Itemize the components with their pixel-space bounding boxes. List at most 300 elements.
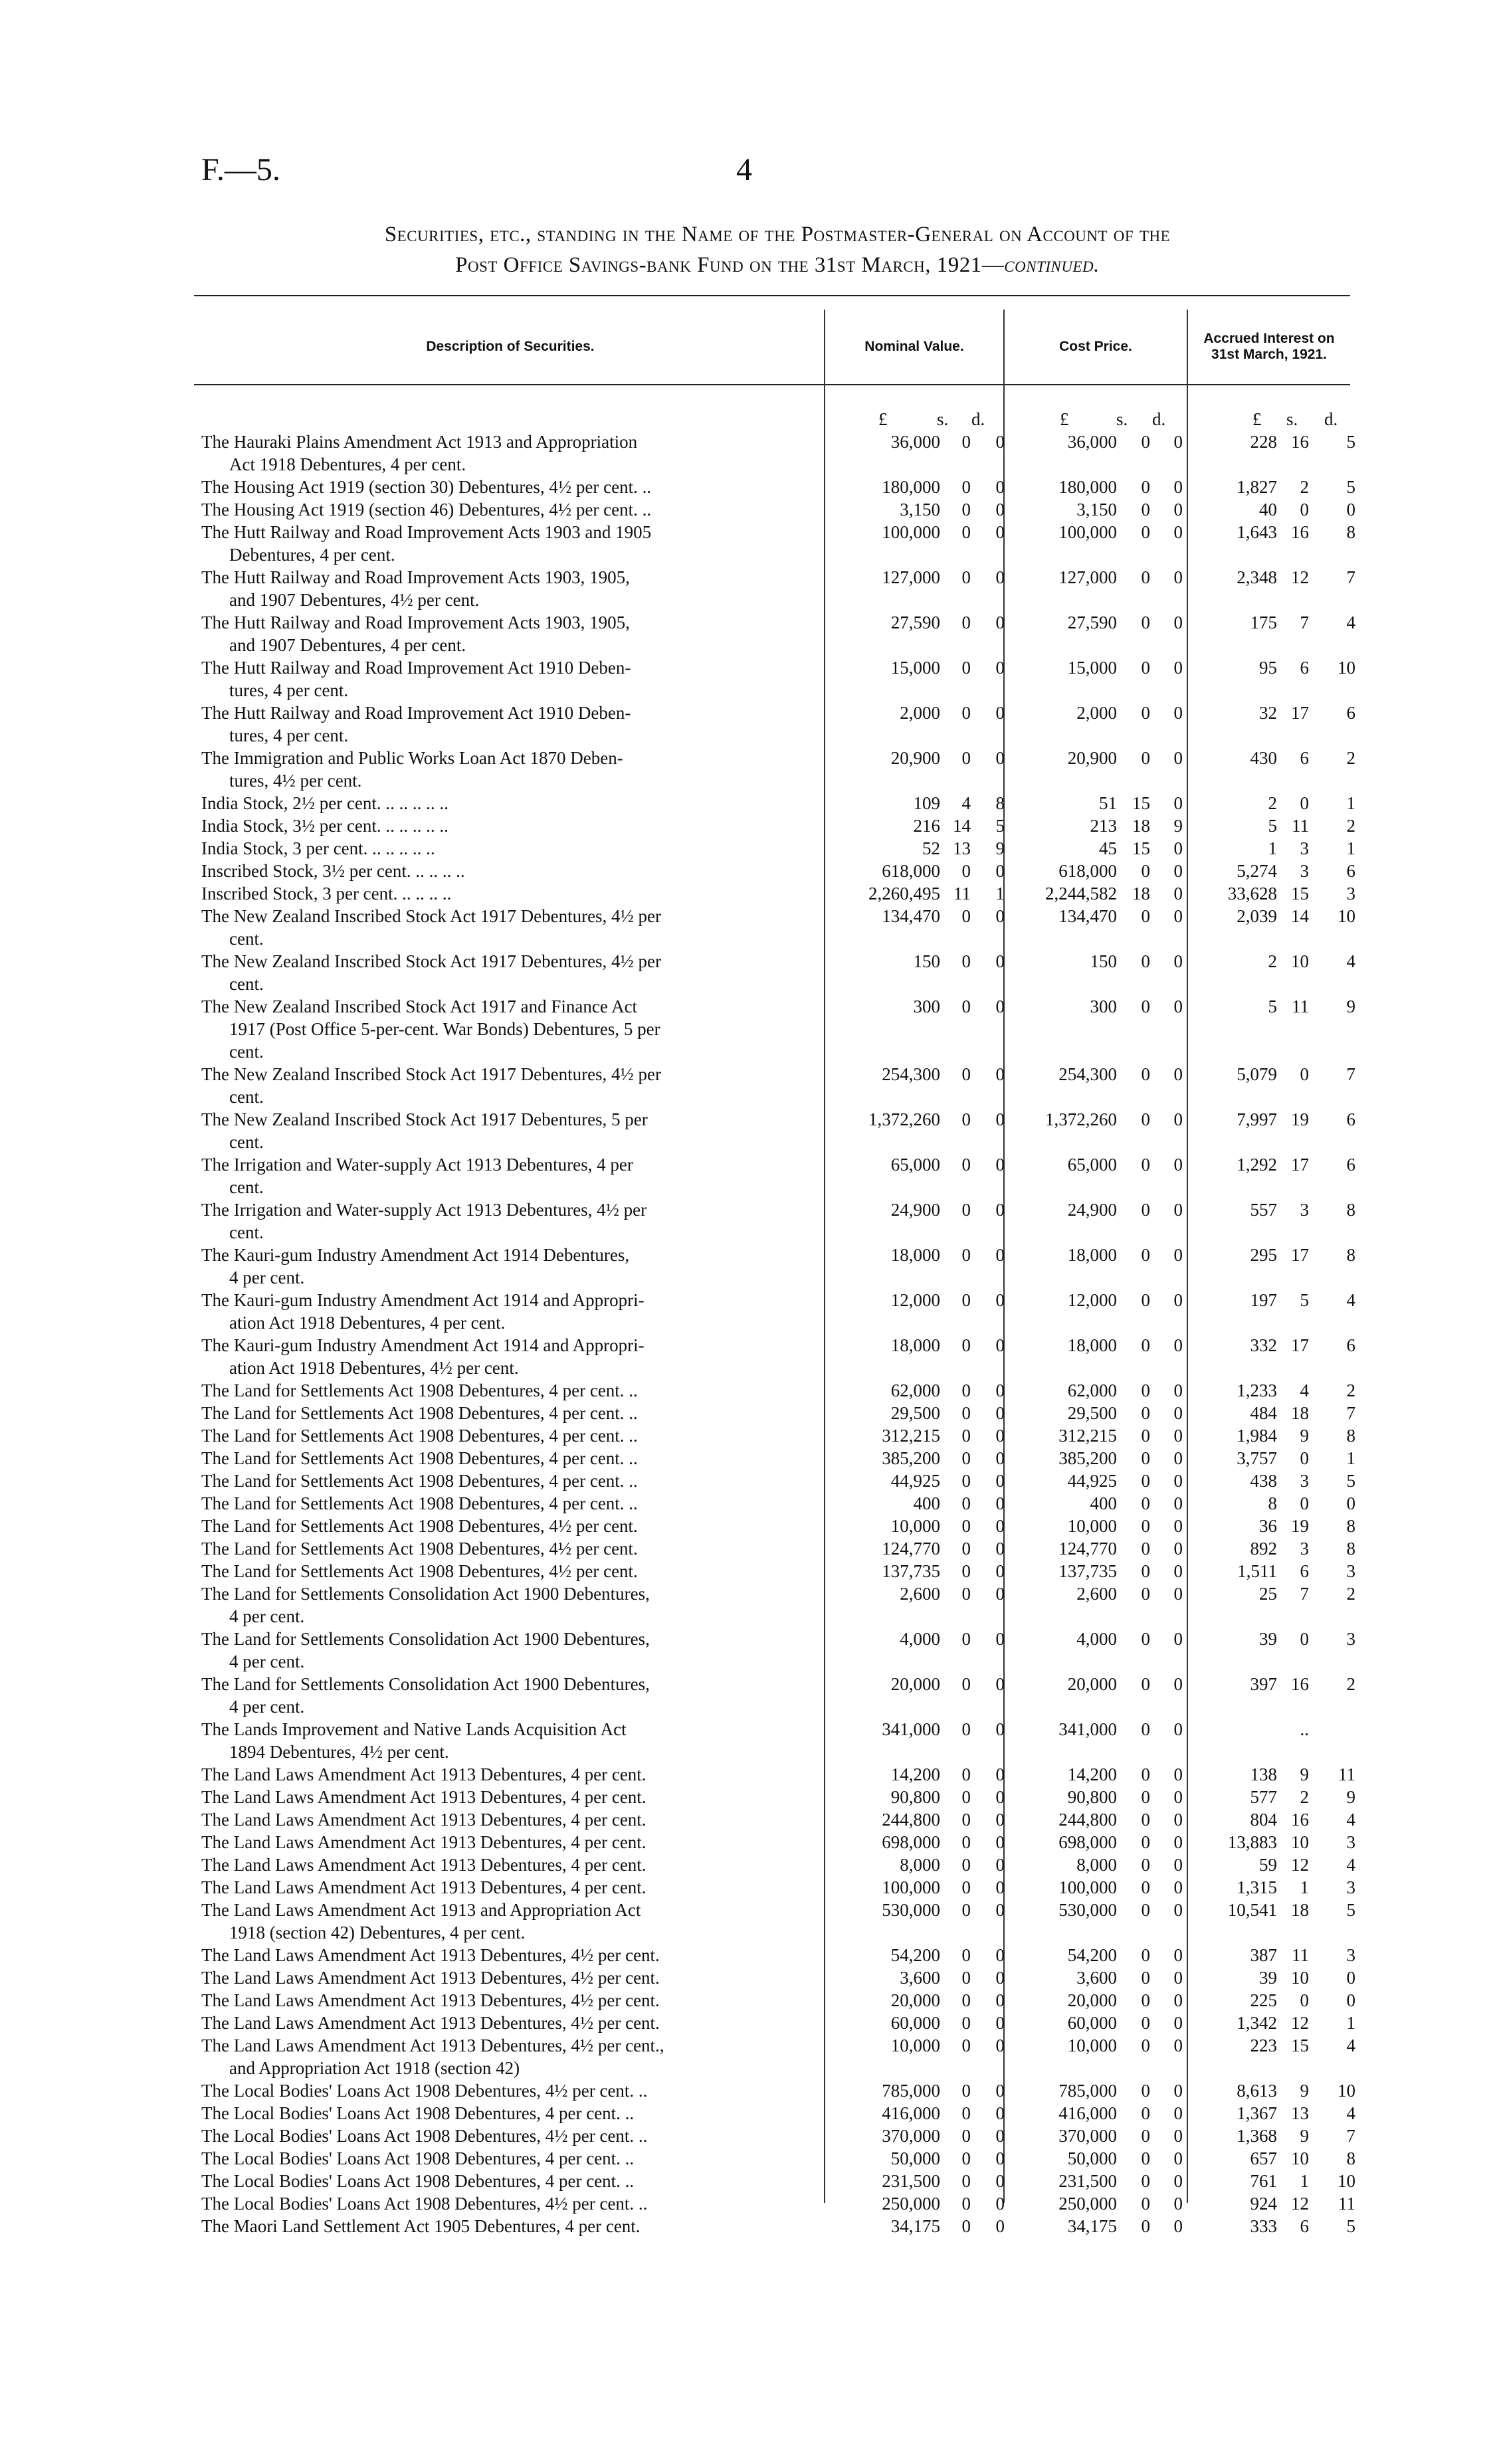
description-line: The Land Laws Amendment Act 1913 Debentures, 4½ per cent. (201, 1968, 660, 1988)
accrued-interest-pence: 3 (1346, 1629, 1355, 1649)
cost-price-shillings: 0 (1141, 1493, 1150, 1513)
cost-price-pence: 0 (1173, 2036, 1183, 2055)
cost-price-pounds: 254,300 (1058, 1064, 1117, 1084)
description-line: The Local Bodies' Loans Act 1908 Debentures, 4½ per cent. .. (201, 2194, 648, 2214)
cost-price-shillings: 0 (1141, 1516, 1150, 1536)
table-row (0, 2147, 1491, 2170)
cost-price-shillings: 0 (1141, 2216, 1150, 2236)
accrued-interest-pounds: 32 (1259, 703, 1277, 723)
cost-price-pounds: 15,000 (1067, 658, 1117, 678)
cost-price-pence: 0 (1173, 1064, 1183, 1084)
security-description (201, 1853, 799, 1876)
accrued-interest-pounds: 5 (1268, 996, 1277, 1016)
description-line: The Local Bodies' Loans Act 1908 Debentures, 4½ per cent. .. (201, 2081, 648, 2101)
accrued-interest-shillings: 17 (1291, 1335, 1309, 1355)
accrued-interest-pounds: 2,348 (1237, 567, 1277, 587)
nominal-value-pence: 0 (995, 951, 1005, 971)
page-reference: F.—5. (201, 152, 280, 187)
table-row (0, 1989, 1491, 2012)
accrued-interest-pence: 11 (1338, 1764, 1355, 1784)
cost-price-pence: 0 (1173, 748, 1183, 768)
cost-price-shillings: 0 (1141, 1245, 1150, 1265)
nominal-value-shillings: 0 (961, 861, 971, 881)
description-line: The Land for Settlements Act 1908 Debentures, 4½ per cent. (201, 1561, 638, 1581)
nominal-value-shillings: 13 (953, 838, 971, 858)
accrued-interest-pounds: 5,274 (1237, 861, 1277, 881)
security-description (201, 1289, 799, 1334)
nominal-value-shillings: 4 (961, 793, 971, 813)
cost-price-pounds: 180,000 (1058, 477, 1117, 497)
description-line: The Land Laws Amendment Act 1913 Debentures, 4½ per cent., (201, 2036, 664, 2055)
cost-price-pounds: 213 (1090, 816, 1117, 836)
table-row (0, 2125, 1491, 2147)
nominal-value-shillings: 0 (961, 1064, 971, 1084)
table-row (0, 1966, 1491, 1989)
cost-price-pounds: 100,000 (1058, 522, 1117, 542)
accrued-interest-pence: 7 (1346, 567, 1355, 587)
description-line: and Appropriation Act 1918 (section 42) (229, 2058, 520, 2078)
description-line: The Immigration and Public Works Loan Act 1870 Deben- (201, 748, 623, 768)
cost-price-shillings: 0 (1141, 2126, 1150, 2146)
cost-price-pounds: 137,735 (1058, 1561, 1117, 1581)
accrued-interest-pence: 8 (1346, 1426, 1355, 1446)
nominal-value-pence: 0 (995, 1471, 1005, 1491)
accrued-interest-shillings: 18 (1291, 1900, 1309, 1920)
cost-price-shillings: 0 (1141, 861, 1150, 881)
description-line: The Land Laws Amendment Act 1913 Debentures, 4 per cent. (201, 1764, 646, 1784)
cost-price-shillings: 0 (1141, 2013, 1150, 2033)
page-number: 4 (736, 152, 752, 187)
cost-price-pence: 0 (1173, 884, 1183, 903)
cost-price-pence: 0 (1173, 1403, 1183, 1423)
accrued-interest-pence: 4 (1346, 951, 1355, 971)
cost-price-pence: 0 (1173, 1200, 1183, 1220)
security-description (201, 1876, 799, 1899)
nominal-value-pounds: 250,000 (882, 2194, 940, 2214)
nominal-value-pounds: 312,215 (882, 1426, 940, 1446)
nominal-value-shillings: 0 (961, 1471, 971, 1491)
nominal-value-pence: 0 (995, 1539, 1005, 1559)
description-line: The Hutt Railway and Road Improvement Acts 1903, 1905, (201, 567, 630, 587)
table-row (0, 792, 1491, 814)
cost-price-pounds: 312,215 (1058, 1426, 1117, 1446)
accrued-interest-pence: 4 (1346, 2036, 1355, 2055)
description-line: The Local Bodies' Loans Act 1908 Debentures, 4 per cent. .. (201, 2148, 635, 2168)
cost-price-pence: 0 (1173, 2081, 1183, 2101)
security-description (201, 521, 799, 566)
cost-price-pounds: 18,000 (1067, 1335, 1117, 1355)
accrued-interest-pounds: 1,315 (1237, 1877, 1277, 1897)
cost-price-shillings: 0 (1141, 477, 1150, 497)
nominal-value-shillings: 0 (961, 1584, 971, 1604)
accrued-interest-shillings: 1 (1300, 1877, 1309, 1897)
nominal-value-pence: 0 (995, 1516, 1005, 1536)
cost-price-pence: 0 (1173, 1335, 1183, 1355)
description-line: India Stock, 3 per cent. .. .. .. .. .. (201, 838, 435, 858)
security-description (201, 1447, 799, 1469)
description-line: India Stock, 2½ per cent. .. .. .. .. .. (201, 793, 448, 813)
nominal-value-shillings: 0 (961, 1629, 971, 1649)
accrued-interest-pence: 2 (1346, 1584, 1355, 1604)
accrued-interest-pence: 5 (1346, 2216, 1355, 2236)
security-description (201, 2125, 799, 2147)
nominal-value-pounds: 29,500 (890, 1403, 940, 1423)
accrued-interest-pounds: 1,511 (1237, 1561, 1277, 1581)
accrued-interest-pounds: 892 (1250, 1539, 1277, 1559)
unit-pound: £ (878, 409, 888, 429)
nominal-value-pence: 0 (995, 906, 1005, 926)
cost-price-pounds: 416,000 (1058, 2103, 1117, 2123)
cost-price-shillings: 0 (1141, 1787, 1150, 1807)
cost-price-pence: 0 (1173, 1855, 1183, 1875)
cost-price-pence: 0 (1173, 1290, 1183, 1310)
security-description (201, 430, 799, 476)
table-row (0, 1153, 1491, 1198)
cost-price-shillings: 0 (1141, 1335, 1150, 1355)
nominal-value-pence: 0 (995, 748, 1005, 768)
security-description (201, 1244, 799, 1289)
nominal-value-pence: 0 (995, 2216, 1005, 2236)
nominal-value-pounds: 10,000 (890, 1516, 940, 1536)
security-description (201, 2102, 799, 2125)
accrued-interest-pence: 7 (1346, 1403, 1355, 1423)
accrued-interest-shillings: 3 (1300, 838, 1309, 858)
nominal-value-pence: 5 (995, 816, 1005, 836)
nominal-value-pence: 0 (995, 861, 1005, 881)
cost-price-pence: 0 (1173, 2103, 1183, 2123)
description-line: The Maori Land Settlement Act 1905 Debentures, 4 per cent. (201, 2216, 641, 2236)
accrued-interest-shillings: 6 (1300, 1561, 1309, 1581)
nominal-value-shillings: 0 (961, 2126, 971, 2146)
nominal-value-pence: 0 (995, 1109, 1005, 1129)
accrued-interest-pounds: 397 (1250, 1674, 1277, 1694)
accrued-interest-pounds: 295 (1250, 1245, 1277, 1265)
cost-price-pounds: 3,600 (1076, 1968, 1117, 1988)
description-line: 1918 (section 42) Debentures, 4 per cent. (229, 1923, 526, 1943)
nominal-value-pence: 0 (995, 1855, 1005, 1875)
nominal-value-shillings: 0 (961, 1561, 971, 1581)
description-line: 1894 Debentures, 4½ per cent. (229, 1742, 449, 1762)
description-line: Debentures, 4 per cent. (229, 545, 395, 565)
table-row (0, 611, 1491, 656)
table-row (0, 1763, 1491, 1786)
security-description (201, 1492, 799, 1515)
cost-price-pence: 0 (1173, 2216, 1183, 2236)
accrued-interest-pounds: 1,368 (1237, 2126, 1277, 2146)
table-row (0, 1198, 1491, 1244)
accrued-interest-shillings: 0 (1300, 1493, 1309, 1513)
accrued-interest-shillings: 12 (1291, 1855, 1309, 1875)
security-description (201, 1334, 799, 1379)
accrued-interest-pence: 8 (1346, 1516, 1355, 1536)
accrued-interest-shillings: 9 (1300, 2126, 1309, 2146)
description-line: Act 1918 Debentures, 4 per cent. (229, 454, 466, 474)
cost-price-shillings: 0 (1141, 1290, 1150, 1310)
cost-price-pounds: 341,000 (1058, 1719, 1117, 1739)
description-line: The Kauri-gum Industry Amendment Act 1914 and Appropri- (201, 1335, 645, 1355)
description-line: The Local Bodies' Loans Act 1908 Debentures, 4½ per cent. .. (201, 2126, 648, 2146)
accrued-interest-shillings: 3 (1300, 861, 1309, 881)
nominal-value-shillings: 0 (961, 703, 971, 723)
accrued-interest-shillings: 6 (1300, 748, 1309, 768)
cost-price-shillings: 0 (1141, 1471, 1150, 1491)
nominal-value-shillings: 0 (961, 906, 971, 926)
accrued-interest-shillings: 14 (1291, 906, 1309, 926)
nominal-value-pence: 0 (995, 1832, 1005, 1852)
description-line: The Land for Settlements Act 1908 Debentures, 4 per cent. .. (201, 1403, 638, 1423)
accrued-interest-pounds: 95 (1259, 658, 1277, 678)
accrued-interest-pounds: 175 (1250, 613, 1277, 632)
unit-pound: £ (1060, 409, 1069, 429)
cost-price-pounds: 400 (1090, 1493, 1117, 1513)
nominal-value-pounds: 44,925 (890, 1471, 940, 1491)
accrued-interest-pence: 5 (1346, 432, 1355, 452)
cost-price-pounds: 50,000 (1067, 2148, 1117, 2168)
cost-price-shillings: 0 (1141, 522, 1150, 542)
nominal-value-pounds: 34,175 (890, 2216, 940, 2236)
accrued-interest-pence: 0 (1346, 1968, 1355, 1988)
accrued-interest-pence: 6 (1346, 1155, 1355, 1175)
description-line: cent. (229, 974, 264, 994)
accrued-interest-pounds: 577 (1250, 1787, 1277, 1807)
table-row (0, 905, 1491, 950)
cost-price-pence: 0 (1173, 1561, 1183, 1581)
security-description (201, 566, 799, 611)
nominal-value-pence: 0 (995, 1900, 1005, 1920)
nominal-value-pence: 0 (995, 1403, 1005, 1423)
accrued-interest-pence: 3 (1346, 1945, 1355, 1965)
description-line: The New Zealand Inscribed Stock Act 1917 and Finance Act (201, 996, 638, 1016)
accrued-interest-pounds: 2 (1268, 793, 1277, 813)
security-description (201, 1560, 799, 1582)
nominal-value-pence: 0 (995, 658, 1005, 678)
security-description (201, 2215, 799, 2237)
cost-price-pence: 0 (1173, 1810, 1183, 1830)
cost-price-shillings: 0 (1141, 2148, 1150, 2168)
nominal-value-pounds: 1,372,260 (868, 1109, 940, 1129)
nominal-value-pounds: 8,000 (900, 1855, 940, 1875)
description-line: cent. (229, 1132, 264, 1152)
nominal-value-pounds: 127,000 (882, 567, 940, 587)
table-row (0, 1944, 1491, 1966)
nominal-value-shillings: 0 (961, 1719, 971, 1739)
cost-price-shillings: 0 (1141, 1945, 1150, 1965)
accrued-interest-pounds: 223 (1250, 2036, 1277, 2055)
cost-price-pence: 0 (1173, 1945, 1183, 1965)
table-row (0, 1424, 1491, 1447)
cost-price-shillings: 0 (1141, 432, 1150, 452)
nominal-value-pence: 0 (995, 1245, 1005, 1265)
accrued-interest-shillings: 2 (1300, 1787, 1309, 1807)
nominal-value-pounds: 300 (913, 996, 940, 1016)
nominal-value-shillings: 0 (961, 1109, 971, 1129)
description-line: The New Zealand Inscribed Stock Act 1917 Debentures, 5 per (201, 1109, 648, 1129)
nominal-value-pence: 0 (995, 1335, 1005, 1355)
nominal-value-pence: 0 (995, 2171, 1005, 2191)
nominal-value-shillings: 0 (961, 1516, 971, 1536)
description-line: The Local Bodies' Loans Act 1908 Debentures, 4 per cent. .. (201, 2103, 635, 2123)
description-line: The Irrigation and Water-supply Act 1913 Debentures, 4½ per (201, 1200, 647, 1220)
security-description (201, 995, 799, 1063)
cost-price-shillings: 0 (1141, 748, 1150, 768)
nominal-value-pence: 0 (995, 1787, 1005, 1807)
accrued-interest-pence: 2 (1346, 816, 1355, 836)
cost-price-pounds: 1,372,260 (1045, 1109, 1117, 1129)
nominal-value-pounds: 50,000 (890, 2148, 940, 2168)
table-row (0, 2215, 1491, 2237)
security-description (201, 905, 799, 950)
nominal-value-shillings: 14 (953, 816, 971, 836)
nominal-value-pence: 0 (995, 522, 1005, 542)
security-description (201, 611, 799, 656)
security-description (201, 498, 799, 521)
description-line: The Housing Act 1919 (section 30) Debentures, 4½ per cent. .. (201, 477, 652, 497)
accrued-interest-pounds: 33,628 (1227, 884, 1277, 903)
description-line: India Stock, 3½ per cent. .. .. .. .. .. (201, 816, 448, 836)
accrued-interest-pounds: 1,342 (1237, 2013, 1277, 2033)
cost-price-shillings: 15 (1132, 838, 1150, 858)
accrued-interest-pounds: 39 (1259, 1629, 1277, 1649)
nominal-value-pence: 0 (995, 2103, 1005, 2123)
security-description (201, 1899, 799, 1944)
nominal-value-pounds: 62,000 (890, 1380, 940, 1400)
cost-price-pence: 9 (1173, 816, 1183, 836)
nominal-value-pence: 0 (995, 1200, 1005, 1220)
nominal-value-shillings: 0 (961, 2103, 971, 2123)
security-description (201, 1379, 799, 1402)
cost-price-pounds: 29,500 (1067, 1403, 1117, 1423)
cost-price-pence: 0 (1173, 432, 1183, 452)
cost-price-pence: 0 (1173, 613, 1183, 632)
nominal-value-shillings: 0 (961, 2081, 971, 2101)
nominal-value-pence: 0 (995, 500, 1005, 520)
accrued-interest-pence: 11 (1338, 2194, 1355, 2214)
cost-price-pounds: 2,000 (1076, 703, 1117, 723)
accrued-interest-shillings: 12 (1291, 567, 1309, 587)
security-description (201, 1628, 799, 1673)
cost-price-shillings: 0 (1141, 567, 1150, 587)
security-description (201, 656, 799, 702)
table-row (0, 1063, 1491, 1108)
cost-price-pence: 0 (1173, 1426, 1183, 1446)
security-description (201, 1786, 799, 1808)
accrued-interest-shillings: 3 (1300, 1539, 1309, 1559)
cost-price-pence: 0 (1173, 2013, 1183, 2033)
nominal-value-shillings: 0 (961, 1900, 971, 1920)
security-description (201, 2034, 799, 2079)
description-line: The Local Bodies' Loans Act 1908 Debentures, 4 per cent. .. (201, 2171, 635, 2191)
table-row (0, 1108, 1491, 1153)
table-row (0, 566, 1491, 611)
security-description (201, 1063, 799, 1108)
accrued-interest-shillings: 9 (1300, 2081, 1309, 2101)
description-line: The Land Laws Amendment Act 1913 Debentures, 4 per cent. (201, 1810, 646, 1830)
table-row (0, 1379, 1491, 1402)
cost-price-pounds: 60,000 (1067, 2013, 1117, 2033)
security-description (201, 1831, 799, 1853)
description-line: Inscribed Stock, 3 per cent. .. .. .. .. (201, 884, 452, 903)
security-description (201, 1763, 799, 1786)
cost-price-shillings: 0 (1141, 1990, 1150, 2010)
accrued-interest-pounds: 25 (1259, 1584, 1277, 1604)
accrued-interest-pence: 1 (1346, 793, 1355, 813)
nominal-value-pence: 0 (995, 1810, 1005, 1830)
cost-price-pence: 0 (1173, 703, 1183, 723)
nominal-value-pounds: 2,260,495 (868, 884, 940, 903)
accrued-interest-shillings: 18 (1291, 1403, 1309, 1423)
table-row (0, 2012, 1491, 2034)
accrued-interest-shillings: 17 (1291, 703, 1309, 723)
security-description (201, 747, 799, 792)
security-description (201, 1673, 799, 1718)
cost-price-pence: 0 (1173, 1968, 1183, 1988)
description-line: The Land for Settlements Consolidation Act 1900 Debentures, (201, 1584, 650, 1604)
description-line: The New Zealand Inscribed Stock Act 1917 Debentures, 4½ per (201, 1064, 662, 1084)
accrued-interest-shillings: 19 (1291, 1109, 1309, 1129)
description-line: The Land for Settlements Act 1908 Debentures, 4 per cent. .. (201, 1448, 638, 1468)
description-line: The Hutt Railway and Road Improvement Act 1910 Deben- (201, 703, 631, 723)
accrued-interest-pounds: 8,613 (1237, 2081, 1277, 2101)
accrued-interest-shillings: 10 (1291, 1832, 1309, 1852)
accrued-interest-pence: 0 (1346, 1493, 1355, 1513)
description-line: The Land Laws Amendment Act 1913 Debentures, 4½ per cent. (201, 1990, 660, 2010)
security-description (201, 2079, 799, 2102)
unit-shilling: s. (937, 409, 949, 429)
security-description (201, 1515, 799, 1537)
accrued-interest-pounds: 228 (1250, 432, 1277, 452)
nominal-value-shillings: 11 (953, 884, 971, 903)
nominal-value-pounds: 134,470 (882, 906, 940, 926)
cost-price-pence: 0 (1173, 906, 1183, 926)
nominal-value-pence: 0 (995, 1719, 1005, 1739)
table-row (0, 950, 1491, 995)
cost-price-shillings: 0 (1141, 1109, 1150, 1129)
security-description (201, 1718, 799, 1763)
cost-price-pence: 0 (1173, 2194, 1183, 2214)
description-line: The Land for Settlements Act 1908 Debentures, 4 per cent. .. (201, 1471, 638, 1491)
cost-price-shillings: 0 (1141, 1674, 1150, 1694)
header-bottom-rule (194, 384, 1350, 385)
security-description (201, 1808, 799, 1831)
table-row (0, 1808, 1491, 1831)
nominal-value-pence: 0 (995, 1426, 1005, 1446)
cost-price-shillings: 0 (1141, 1380, 1150, 1400)
table-row (0, 430, 1491, 476)
accrued-interest-pence: 2 (1346, 748, 1355, 768)
description-line: The Land Laws Amendment Act 1913 Debentures, 4 per cent. (201, 1855, 646, 1875)
cost-price-pence: 0 (1173, 1990, 1183, 2010)
table-row (0, 2192, 1491, 2215)
security-description (201, 814, 799, 837)
accrued-interest-pounds: 804 (1250, 1810, 1277, 1830)
nominal-value-pounds: 54,200 (890, 1945, 940, 1965)
accrued-interest-pounds: 1,827 (1237, 477, 1277, 497)
accrued-interest-shillings: 0 (1300, 1448, 1309, 1468)
nominal-value-pence: 0 (995, 1764, 1005, 1784)
accrued-interest-pence: 9 (1346, 1787, 1355, 1807)
nominal-value-shillings: 0 (961, 1810, 971, 1830)
accrued-interest-shillings: 16 (1291, 1674, 1309, 1694)
accrued-interest-pence: 3 (1346, 1832, 1355, 1852)
nominal-value-shillings: 0 (961, 1674, 971, 1694)
accrued-interest-shillings: 9 (1300, 1764, 1309, 1784)
accrued-interest-pence: 4 (1346, 2103, 1355, 2123)
accrued-interest-shillings: 17 (1291, 1155, 1309, 1175)
cost-price-pounds: 10,000 (1067, 1516, 1117, 1536)
cost-price-pence: 0 (1173, 1539, 1183, 1559)
cost-price-pounds: 124,770 (1058, 1539, 1117, 1559)
cost-price-pounds: 370,000 (1058, 2126, 1117, 2146)
